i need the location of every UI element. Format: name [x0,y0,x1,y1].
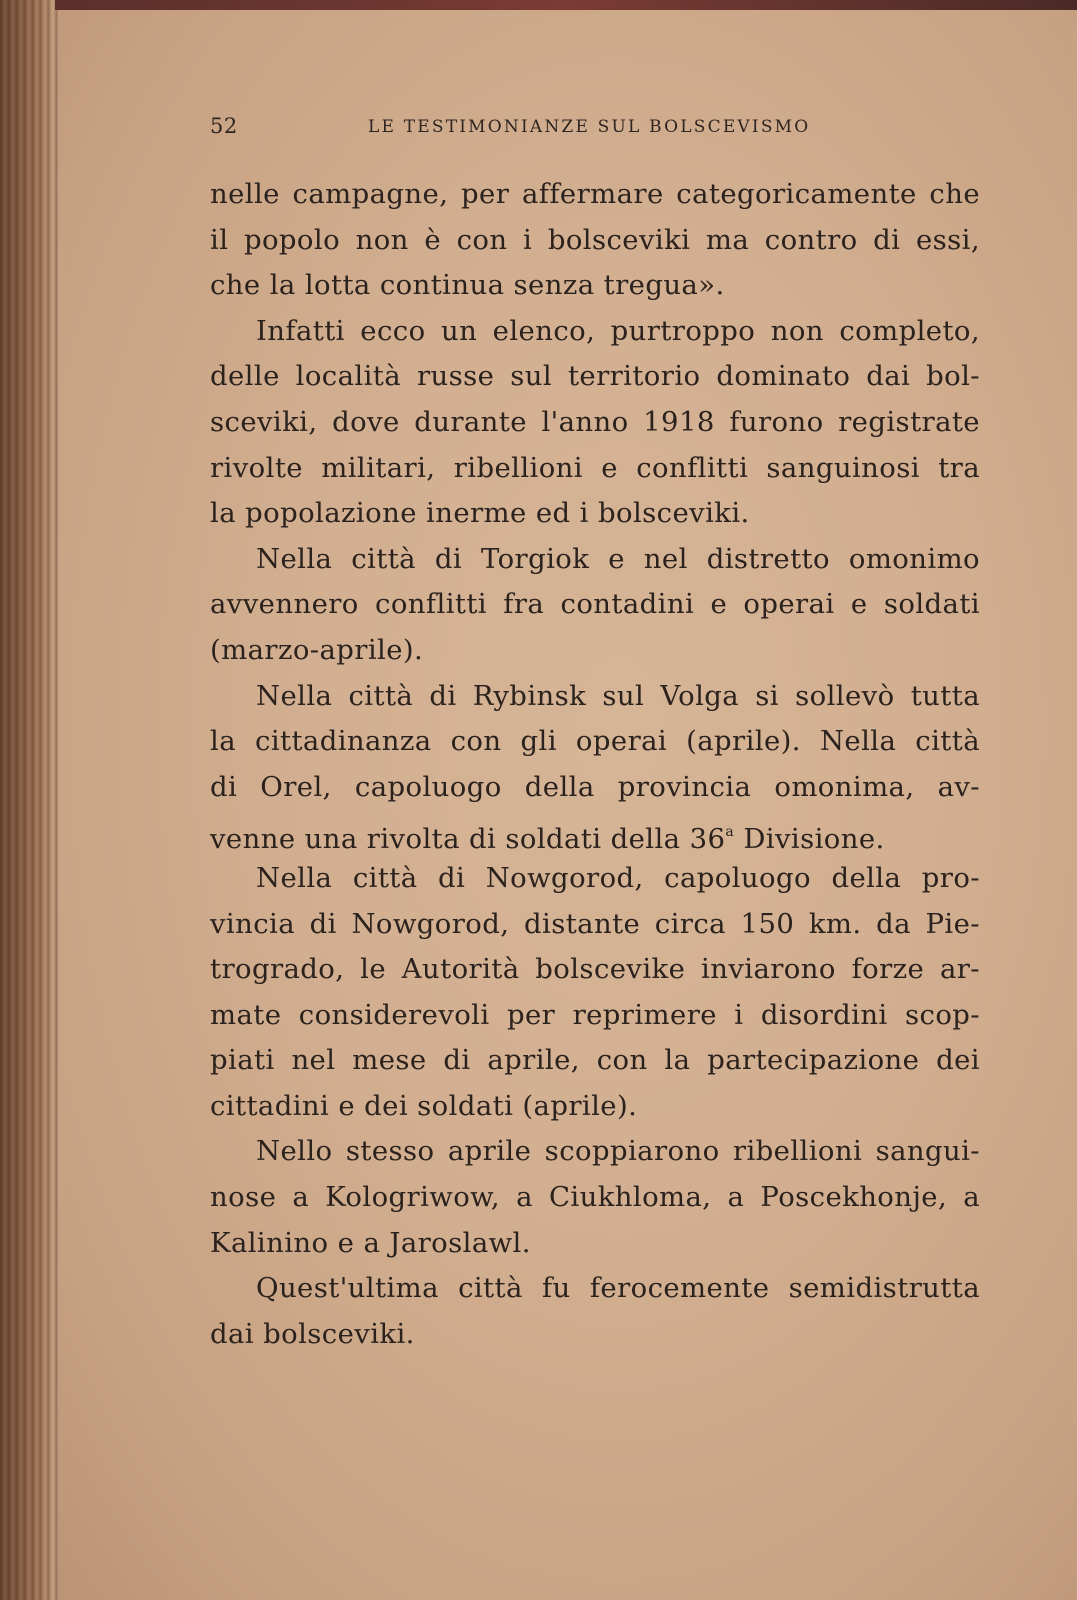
text-line-superscript [210,810,980,856]
running-head: LE TESTIMONIANZE SUL BOLSCEVISMO [368,117,811,137]
text-line-main: venne una rivolta di soldati della 36 [210,823,726,856]
body-text [210,172,980,1357]
text-line: Nella città di Rybinsk sul Volga si sollevò tutta [256,679,980,712]
text-line: di Orel, capoluogo della provincia omonima, av- [210,770,980,803]
text-line: Infatti ecco un elenco, purtroppo non completo, [256,314,980,347]
text-line: avvennero conflitti fra contadini e operai e soldati [210,588,980,621]
text-line: dai bolsceviki. [210,1317,415,1350]
text-line: Nella città di Torgiok e nel distretto omonimo [256,542,980,575]
text-line: nose a Kologriwow, a Ciukhloma, a Poscekhonje, a [210,1181,980,1214]
text-line: la popolazione inerme ed i bolsceviki. [210,497,750,530]
text-line: sceviki, dove durante l'anno 1918 furono registrate [210,405,980,438]
page-header [210,114,980,148]
text-line-tail: Divisione. [734,823,885,856]
text-line: Nello stesso aprile scoppiarono ribellioni sangui- [256,1135,980,1168]
text-line: nelle campagne, per affermare categoricamente che [210,178,980,210]
text-line: rivolte militari, ribellioni e conflitti sanguinosi tra [210,451,980,484]
text-line: Nella città di Nowgorod, capoluogo della pro- [256,861,980,894]
text-line: vincia di Nowgorod, distante circa 150 km. da Pie- [210,907,980,940]
page-stack-edge [0,0,60,1600]
superscript-ordinal: a [725,824,735,841]
text-line: la cittadinanza con gli operai (aprile). Nella città [210,725,980,758]
text-line: cittadini e dei soldati (aprile). [210,1089,638,1122]
binding-top-band [55,0,1077,10]
text-line: delle località russe sul territorio dominato dai bol- [210,360,980,393]
text-line: trogrado, le Autorità bolscevike inviarono forze ar- [210,953,980,986]
text-line: che la lotta continua senza tregua». [210,269,725,302]
text-line: Quest'ultima città fu ferocemente semidistrutta [256,1272,980,1305]
text-line: (marzo-aprile). [210,633,424,666]
page-number: 52 [210,114,238,138]
text-line: il popolo non è con i bolsceviki ma contro di essi, [210,223,980,256]
text-line: Kalinino e a Jaroslawl. [210,1226,531,1259]
text-line: piati nel mese di aprile, con la partecipazione dei [210,1044,980,1077]
text-line: mate considerevoli per reprimere i disordini scop- [210,998,980,1031]
